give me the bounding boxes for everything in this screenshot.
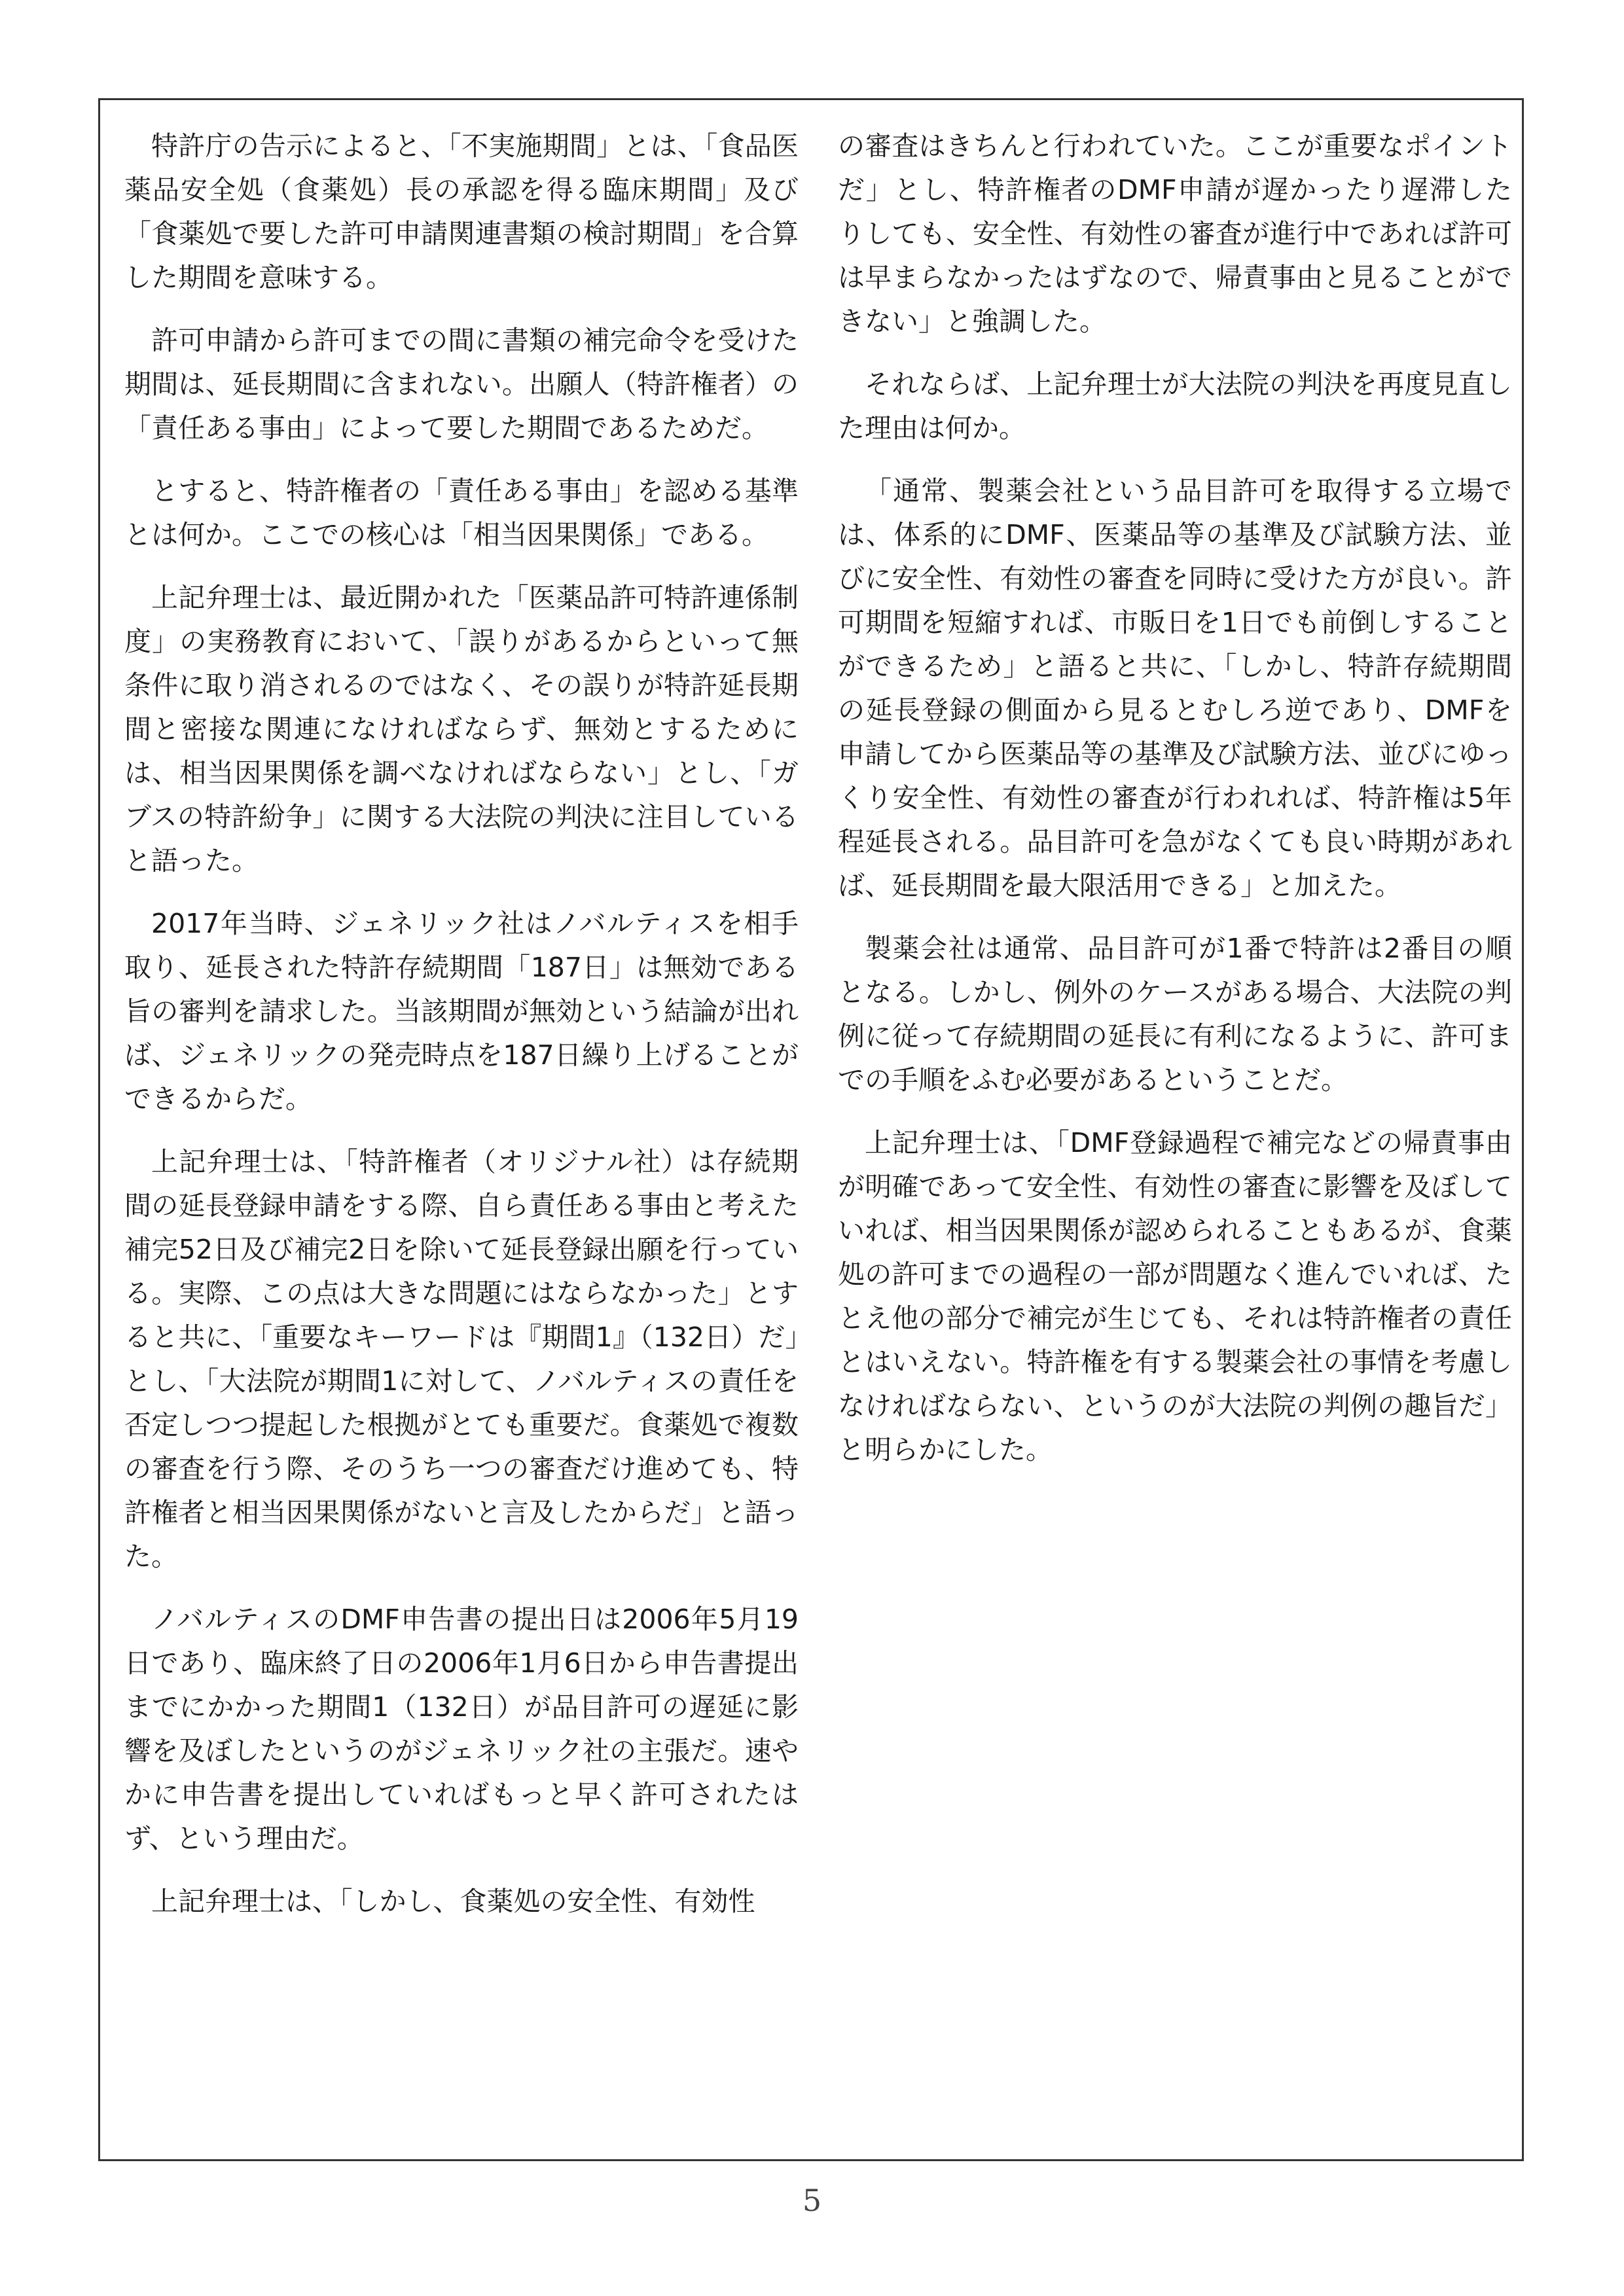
paragraph-left-1: 特許庁の告示によると、「不実施期間」とは、「食品医薬品安全処（食薬処）長の承認を得る臨床期間」及び「食薬処で要した許可申請関連書類の検討期間」を合算した期間を意味する。 [124, 130, 799, 293]
left-column [124, 124, 799, 1943]
page-number: 5 [802, 2183, 822, 2218]
paragraph-right-3: 製薬会社は通常、品目許可が1番で特許は2番目の順となる。しかし、例外のケースがある場合、大法院の判例に従って存続期間の延長に有利になるように、許可までの手順をふむ必要があるということだ。 [838, 933, 1512, 1096]
paragraph-left-7: ノバルティスのDMF申告書の提出日は2006年5月19日であり、臨床終了日の2006年1月6日から申告書提出までにかかった期間1（132日）が品目許可の遅延に影響を及ぼしたというのがジェネリック社の主張だ。速やかに申告書を提出していればもっと早く許可されたはず、という理由だ。 [124, 1604, 799, 1854]
paragraph-right-1: それならば、上記弁理士が大法院の判決を再度見直した理由は何か。 [838, 368, 1512, 444]
paragraph-left-3: とすると、特許権者の「責任ある事由」を認める基準とは何か。ここでの核心は「相当因果関係」である。 [124, 475, 799, 550]
paragraph-left-2: 許可申請から許可までの間に書類の補完命令を受けた期間は、延長期間に含まれない。出願人（特許権者）の「責任ある事由」によって要した期間であるためだ。 [124, 325, 799, 444]
paragraph-left-5: 2017年当時、ジェネリック社はノバルティスを相手取り、延長された特許存続期間「187日」は無効である旨の審判を請求した。当該期間が無効という結論が出れば、ジェネリックの発売時点を187日繰り上げることができるからだ。 [124, 908, 799, 1115]
paragraph-right-continuation: の審査はきちんと行われていた。ここが重要なポイントだ」とし、特許権者のDMF申請が遅かったり遅滞したりしても、安全性、有効性の審査が進行中であれば許可は早まらなかったはずなので、帰責事由と見ることができない」と強調した。 [838, 130, 1512, 337]
right-column [838, 124, 1512, 1491]
paragraph-left-6: 上記弁理士は、「特許権者（オリジナル社）は存続期間の延長登録申請をする際、自ら責任ある事由と考えた補完52日及び補完2日を除いて延長登録出願を行っている。実際、この点は大きな問題にはならなかった」とすると共に、「重要なキーワードは『期間1』（132日）だ」とし、「大法院が期間1に対して、ノバルティスの責任を否定しつつ提起した根拠がとても重要だ。食薬処で複数の審査を行う際、そのうち一つの審査だけ進めても、特許権者と相当因果関係がないと言及したからだ」と語った。 [124, 1146, 799, 1572]
paragraph-left-8: 上記弁理士は、「しかし、食薬処の安全性、有効性 [151, 1886, 755, 1917]
paragraph-left-4: 上記弁理士は、最近開かれた「医薬品許可特許連係制度」の実務教育において、「誤りがあるからといって無条件に取り消されるのではなく、その誤りが特許延長期間と密接な関連になければならず、無効とするためには、相当因果関係を調べなければならない」とし、「ガブスの特許紛争」に関する大法院の判決に注目していると語った。 [124, 582, 799, 876]
paragraph-right-4: 上記弁理士は、「DMF登録過程で補完などの帰責事由が明確であって安全性、有効性の審査に影響を及ぼしていれば、相当因果関係が認められることもあるが、食薬処の許可までの過程の一部が問題なく進んでいれば、たとえ他の部分で補完が生じても、それは特許権者の責任とはいえない。特許権を有する製薬会社の事情を考慮しなければならない、というのが大法院の判例の趣旨だ」と明らかにした。 [838, 1127, 1512, 1465]
paragraph-right-2: 「通常、製薬会社という品目許可を取得する立場では、体系的にDMF、医薬品等の基準及び試験方法、並びに安全性、有効性の審査を同時に受けた方が良い。許可期間を短縮すれば、市販日を1日でも前倒しすることができるため」と語ると共に、「しかし、特許存続期間の延長登録の側面から見るとむしろ逆であり、DMFを申請してから医薬品等の基準及び試験方法、並びにゆっくり安全性、有効性の審査が行われれば、特許権は5年程延長される。品目許可を急がなくても良い時期があれば、延長期間を最大限活用できる」と加えた。 [838, 475, 1512, 901]
